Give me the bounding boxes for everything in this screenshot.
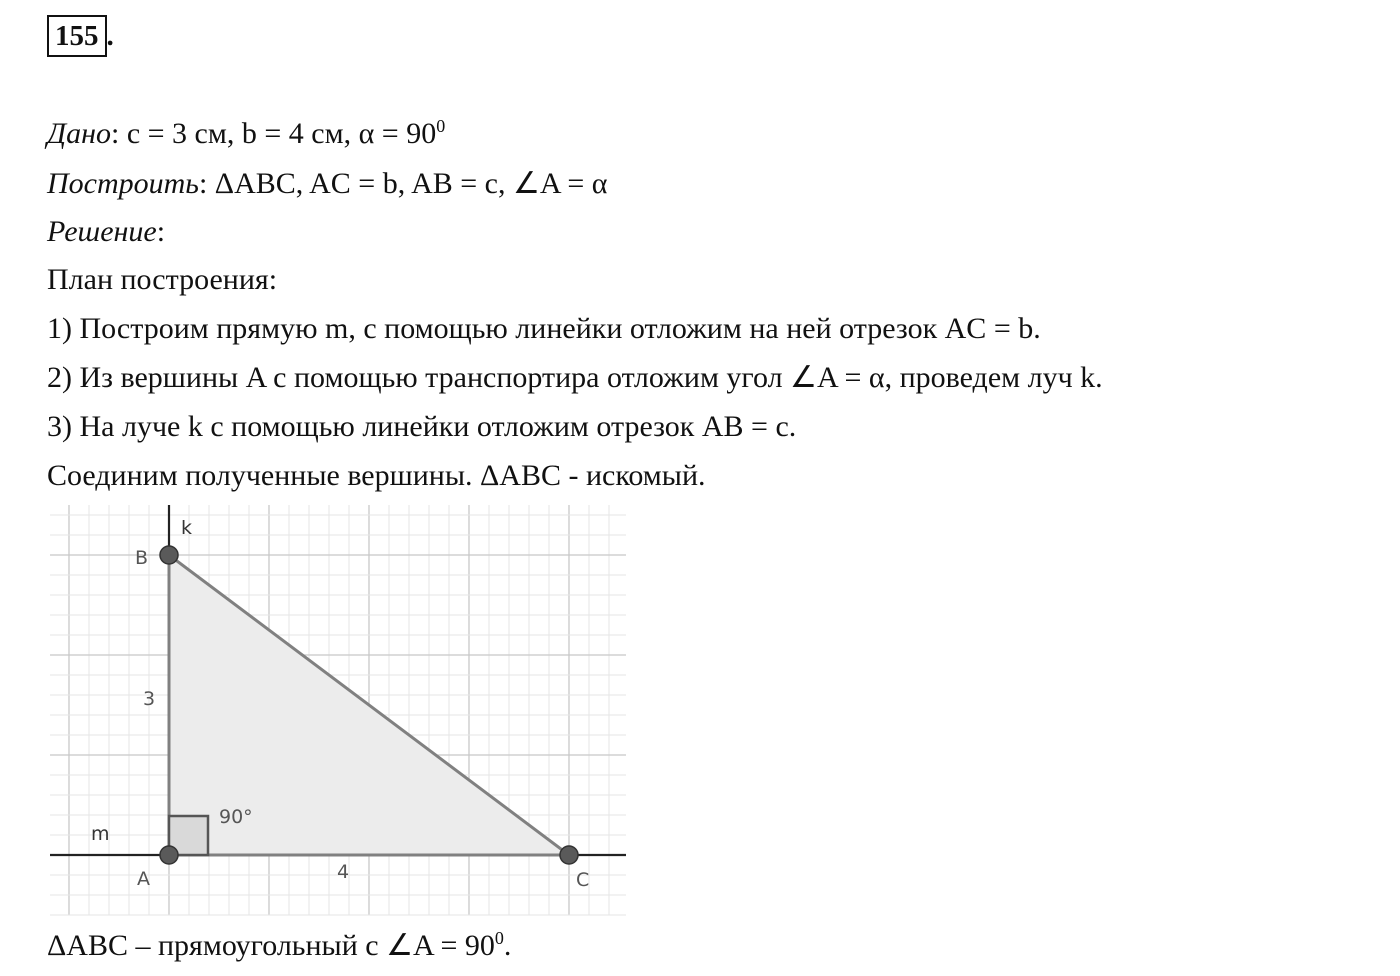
point-c [560, 846, 578, 864]
construct-line [47, 167, 608, 201]
plan-step-2: 2) Из вершины A с помощью транспортира отложим угол ∠A = α, проведем луч k. [47, 361, 1103, 394]
problem-number-dot: . [106, 20, 114, 52]
label-side-ab: 3 [143, 688, 156, 710]
given-sup: 0 [436, 116, 446, 136]
point-b [160, 546, 178, 564]
label-c: C [576, 869, 590, 891]
label-side-ac: 4 [337, 861, 350, 883]
given-line [47, 117, 445, 151]
solution-text: : [156, 215, 166, 248]
label-a: A [137, 868, 150, 890]
label-k: k [181, 517, 193, 539]
construction-figure [45, 500, 635, 920]
final-end: . [503, 929, 512, 962]
label-m: m [91, 823, 110, 845]
point-a [160, 846, 178, 864]
plan-title: План построения: [47, 263, 278, 296]
construct-label: Построить [47, 167, 199, 200]
given-text: : c = 3 см, b = 4 см, α = 90 [110, 117, 437, 150]
plan-step-3: 3) На луче k с помощью линейки отложим отрезок AB = c. [47, 410, 797, 443]
label-b: B [135, 547, 149, 569]
label-angle: 90° [219, 806, 253, 828]
final-line [47, 929, 511, 963]
plan-conclusion: Соединим полученные вершины. ΔABC - искомый. [47, 459, 706, 492]
solution-label: Решение [47, 215, 157, 248]
problem-number-box: 155 [47, 15, 107, 57]
plan-step-1: 1) Построим прямую m, с помощью линейки отложим на ней отрезок AC = b. [47, 312, 1041, 345]
given-label: Дано [47, 117, 111, 150]
solution-line [47, 215, 165, 249]
final-sup: 0 [494, 928, 504, 948]
construct-text: : ΔABC, AC = b, AB = c, ∠A = α [198, 167, 608, 200]
problem-number [47, 15, 114, 57]
final-text: ΔABC – прямоугольный с ∠A = 90 [47, 929, 495, 962]
